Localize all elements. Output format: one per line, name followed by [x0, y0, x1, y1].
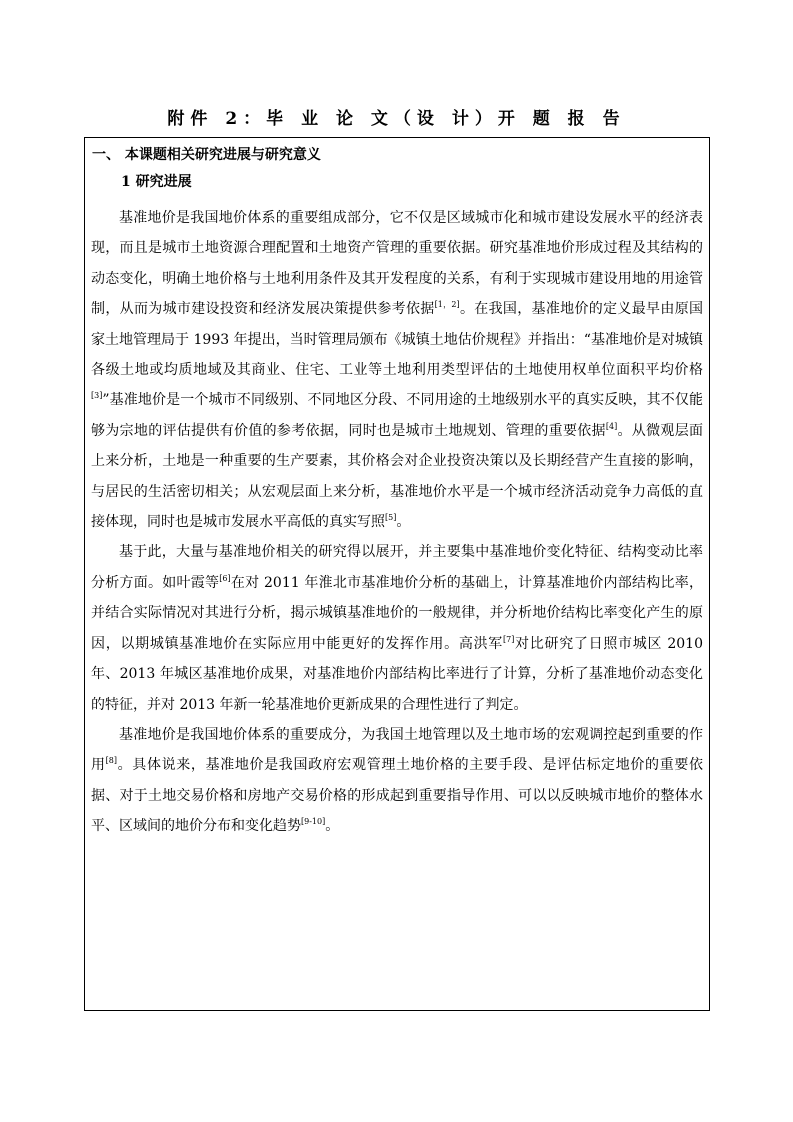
citation-ref: [5] [385, 513, 397, 523]
citation-ref: [4] [605, 421, 618, 431]
subsection-heading: 1 研究进展 [121, 174, 192, 190]
paragraph-text: 在对 2011 年淮北市基准地价分析的基础上，计算基准地价内部结构比率，并结合实际情况对其进行分析，揭示城镇基准地价的一般规律，并分析地价结构比率变化产生的原因，以期城镇基准地价在实际应用中能更好的发挥作用。高洪军 [91, 574, 704, 652]
citation-ref: [9-10] [301, 817, 326, 827]
section-heading: 一、 本课题相关研究进展与研究意义 [92, 147, 321, 163]
paragraph-text: 。从微观层面上来分析，土地是一种重要的生产要素，其价格会对企业投资决策以及长期经营产生直接的影响，与居民的生活密切相关；从宏观层面上来分析，基准地价水平是一个城市经济活动竞争力高低的直接体现，同时也是城市发展水平高低的真实写照 [91, 422, 704, 531]
citation-ref: [6] [219, 573, 231, 583]
page-title: 附件 2：毕 业 论 文（设 计）开 题 报 告 [167, 109, 626, 129]
proposal-form-box [84, 137, 710, 1011]
paragraph-text: 。在我国，基准地价的定义最早由原国家土地管理局于 1993 年提出，当时管理局颁布《城镇土地估价规程》并指出：“基准地价是对城镇各级土地或均质地域及其商业、住宅、工业等土地利用类型评估的土地使用权单位面积平均价格 [91, 301, 704, 379]
paragraph-text: 。 [325, 818, 340, 835]
citation-ref: [7] [503, 634, 515, 644]
body-text [91, 203, 703, 842]
citation-ref: [8] [105, 756, 117, 766]
body-paragraph [91, 203, 703, 537]
body-paragraph [91, 537, 703, 719]
body-paragraph [91, 720, 703, 842]
paragraph-text: 对比研究了日照市城区 2010 年、2013 年城区基准地价成果，对基准地价内部结构比率进行了计算，分析了基准地价动态变化的特征，并对 2013 年新一轮基准地价更新成果的合理性进行了判定。 [91, 635, 703, 713]
paragraph-text: 。具体说来，基准地价是我国政府宏观管理土地价格的主要手段、是评估标定地价的重要依据、对于土地交易价格和房地产交易价格的形成起到重要指导作用、可以以反映城市地价的整体水平、区域间的地价分布和变化趋势 [91, 757, 704, 835]
paragraph-text: 基于此，大量与基准地价相关的研究得以展开，并主要集中基准地价变化特征、结构变动比率分析方面。如叶霞等 [91, 544, 703, 591]
citation-ref: [3] [91, 391, 103, 401]
paragraph-text: ”基准地价是一个城市不同级别、不同地区分段、不同用途的土地级别水平的真实反映，其不仅能够为宗地的评估提供有价值的参考依据，同时也是城市土地规划、管理的重要依据 [91, 392, 703, 439]
paragraph-text: 基准地价是我国地价体系的重要成分，为我国土地管理以及土地市场的宏观调控起到重要的作用 [91, 726, 703, 774]
citation-ref: [1，2] [434, 300, 460, 310]
paragraph-text: 基准地价是我国地价体系的重要组成部分，它不仅是区域城市化和城市建设发展水平的经济表现，而且是城市土地资源合理配置和土地资产管理的重要依据。研究基准地价形成过程及其结构的动态变化，明确土地价格与土地利用条件及其开发程度的关系，有利于实现城市建设用地的用途管制，从而为城市建设投资和经济发展决策提供参考依据 [91, 210, 703, 318]
paragraph-text: 。 [396, 514, 411, 531]
